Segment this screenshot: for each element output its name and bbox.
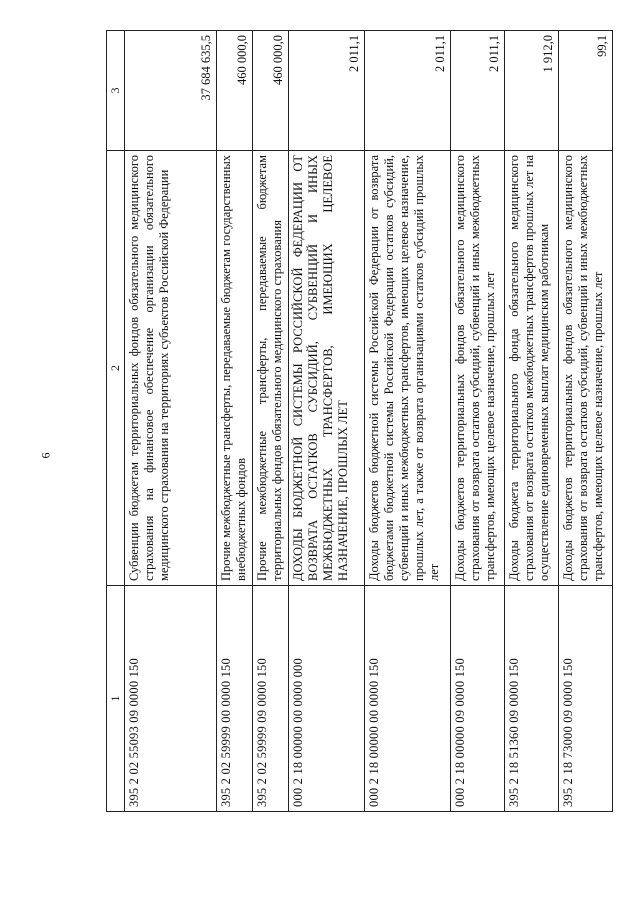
row-code: 395 2 02 59999 00 0000 150 [217, 586, 253, 812]
table-row [451, 31, 505, 812]
page-number: 6 [38, 452, 53, 459]
row-amount: 2 011,1 [365, 31, 451, 151]
header-row [107, 31, 125, 812]
row-amount: 2 011,1 [289, 31, 365, 151]
header-col-2: 2 [107, 151, 125, 586]
row-amount: 1 912,0 [505, 31, 559, 151]
table-row [559, 31, 613, 812]
table-row [505, 31, 559, 812]
table-row [253, 31, 289, 812]
table-row [365, 31, 451, 812]
rotated-table-container [106, 30, 609, 812]
header-col-1: 1 [107, 586, 125, 812]
row-code: 395 2 02 59999 09 0000 150 [253, 586, 289, 812]
row-amount: 99,1 [559, 31, 613, 151]
row-code: 000 2 18 00000 00 0000 000 [289, 586, 365, 812]
row-name: Доходы бюджетов территориальных фондов обязательного медицинского страхования от возврата остатков субсидий, субвенций и иных межбюджетных трансфертов, имеющих целевое назначение, прошлых лет [451, 151, 505, 586]
row-amount: 460 000,0 [217, 31, 253, 151]
row-code: 000 2 18 00000 00 0000 150 [365, 586, 451, 812]
row-code: 395 2 18 73000 09 0000 150 [559, 586, 613, 812]
row-amount: 460 000,0 [253, 31, 289, 151]
row-name: ДОХОДЫ БЮДЖЕТНОЙ СИСТЕМЫ РОССИЙСКОЙ ФЕДЕРАЦИИ ОТ ВОЗВРАТА ОСТАТКОВ СУБСИДИЙ, СУБВЕНЦИЙ И ИНЫХ МЕЖБЮДЖЕТНЫХ ТРАНСФЕРТОВ, ИМЕЮЩИХ ЦЕЛЕВОЕ НАЗНАЧЕНИЕ, ПРОШЛЫХ ЛЕТ [289, 151, 365, 586]
row-name: Доходы бюджетов бюджетной системы Российской Федерации от возврата бюджетами бюджетной системы Российской Федерации остатков субсидий, субвенций и иных межбюджетных трансфертов, имеющих целевое назначение, прошлых лет, а также от возврата организациями остатков субсидий прошлых лет [365, 151, 451, 586]
table-row [125, 31, 217, 812]
row-name: Прочие межбюджетные трансферты, передаваемые бюджетам территориальных фондов обязательного медицинского страхования [253, 151, 289, 586]
table-row [289, 31, 365, 812]
row-name: Прочие межбюджетные трансферты, передаваемые бюджетам государственных внебюджетных фондов [217, 151, 253, 586]
row-code: 395 2 02 55093 09 0000 150 [125, 586, 217, 812]
row-amount: 37 684 635,5 [125, 31, 217, 151]
row-name: Субвенции бюджетам территориальных фондов обязательного медицинского страхования на финансовое обеспечение организации обязательного медицинского страхования на территориях субъектов Российской Федерации [125, 151, 217, 586]
table-row [217, 31, 253, 812]
row-code: 000 2 18 00000 09 0000 150 [451, 586, 505, 812]
row-amount: 2 011,1 [451, 31, 505, 151]
row-name: Доходы бюджетов территориальных фондов обязательного медицинского страхования от возврата остатков субсидий, субвенций и иных межбюджетных трансфертов, имеющих целевое назначение, прошлых лет [559, 151, 613, 586]
row-code: 395 2 18 51360 09 0000 150 [505, 586, 559, 812]
row-name: Доходы бюджета территориального фонда обязательного медицинского страхования от возврата остатков межбюджетных трансфертов прошлых лет на осуществление единовременных выплат медицинским работникам [505, 151, 559, 586]
income-table [106, 30, 613, 812]
header-col-3: 3 [107, 31, 125, 151]
